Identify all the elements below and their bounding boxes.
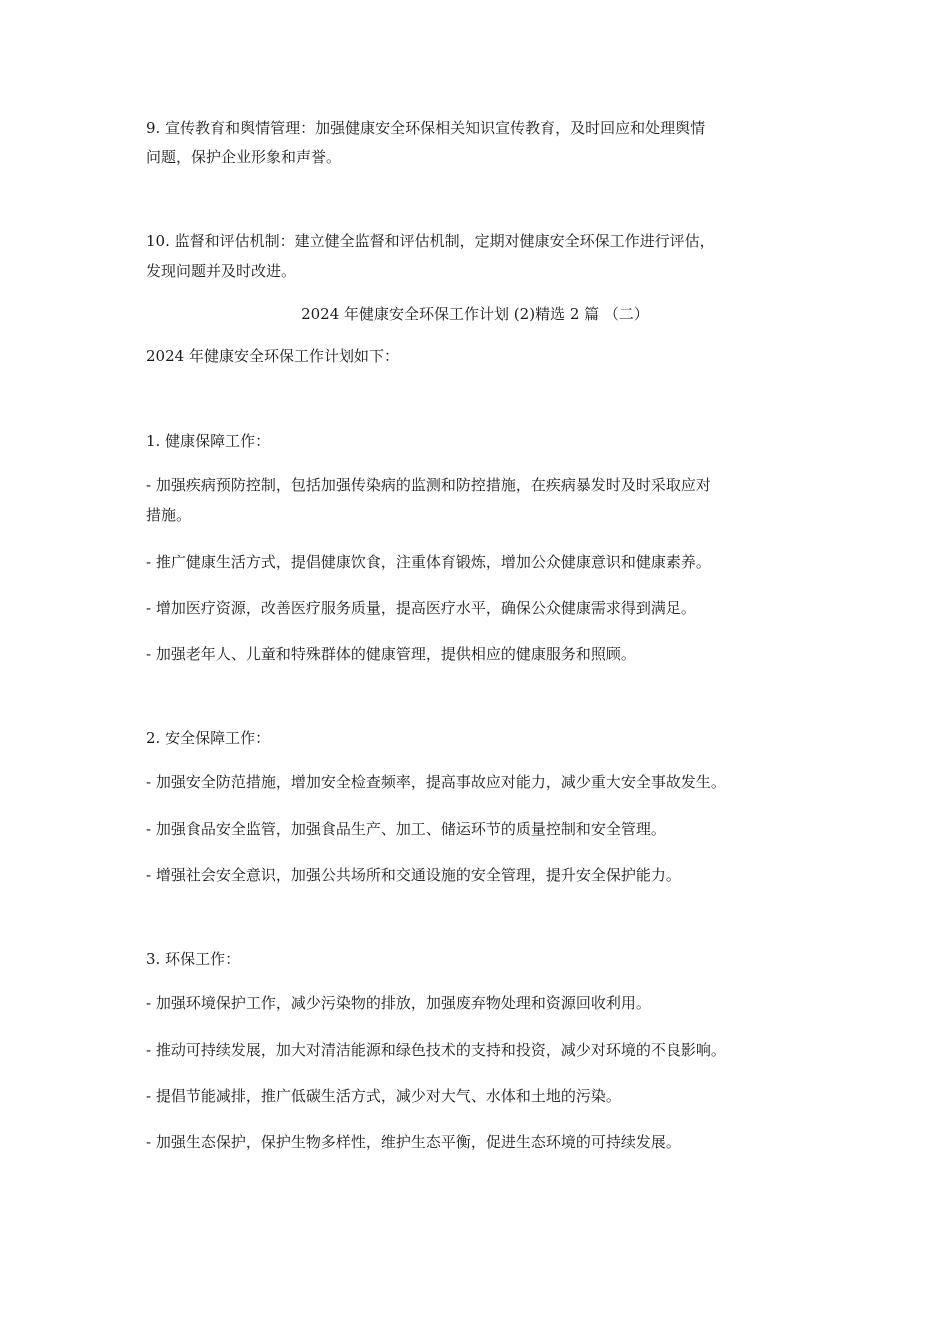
health-item-1-line-1: - 加强疾病预防控制，包括加强传染病的监测和防控措施，在疾病暴发时及时采取应对 [146,476,711,494]
item-9-line-2: 问题，保护企业形象和声誉。 [146,148,342,166]
health-item-1-line-2: 措施。 [146,506,192,524]
health-item-3: - 增加医疗资源，改善医疗服务质量，提高医疗水平，确保公众健康需求得到满足。 [146,599,696,617]
item-9-line-1: 9. 宣传教育和舆情管理：加强健康安全环保相关知识宣传教育，及时回应和处理舆情 [146,119,706,137]
environment-item-4: - 加强生态保护，保护生物多样性，维护生态平衡，促进生态环境的可持续发展。 [146,1133,681,1151]
safety-item-2: - 加强食品安全监管，加强食品生产、加工、储运环节的质量控制和安全管理。 [146,820,666,838]
item-10-line-2: 发现问题并及时改进。 [146,262,297,280]
environment-item-3: - 提倡节能减排，推广低碳生活方式，减少对大气、水体和土地的污染。 [146,1087,621,1105]
intro-text: 2024 年健康安全环保工作计划如下： [146,347,399,365]
item-10-line-1: 10. 监督和评估机制：建立健全监督和评估机制，定期对健康安全环保工作进行评估， [146,232,715,250]
heading-safety: 2. 安全保障工作： [146,729,271,747]
section-title: 2024 年健康安全环保工作计划 (2)精选 2 篇 （二） [301,305,649,323]
safety-item-3: - 增强社会安全意识，加强公共场所和交通设施的安全管理，提升安全保护能力。 [146,866,681,884]
health-item-2: - 推广健康生活方式，提倡健康饮食，注重体育锻炼，增加公众健康意识和健康素养。 [146,553,711,571]
heading-environment: 3. 环保工作： [146,950,241,968]
environment-item-1: - 加强环境保护工作，减少污染物的排放，加强废弃物处理和资源回收利用。 [146,994,651,1012]
health-item-4: - 加强老年人、儿童和特殊群体的健康管理，提供相应的健康服务和照顾。 [146,645,636,663]
environment-item-2: - 推动可持续发展，加大对清洁能源和绿色技术的支持和投资，减少对环境的不良影响。 [146,1041,726,1059]
safety-item-1: - 加强安全防范措施，增加安全检查频率，提高事故应对能力，减少重大安全事故发生。 [146,773,726,791]
heading-health: 1. 健康保障工作： [146,432,271,450]
